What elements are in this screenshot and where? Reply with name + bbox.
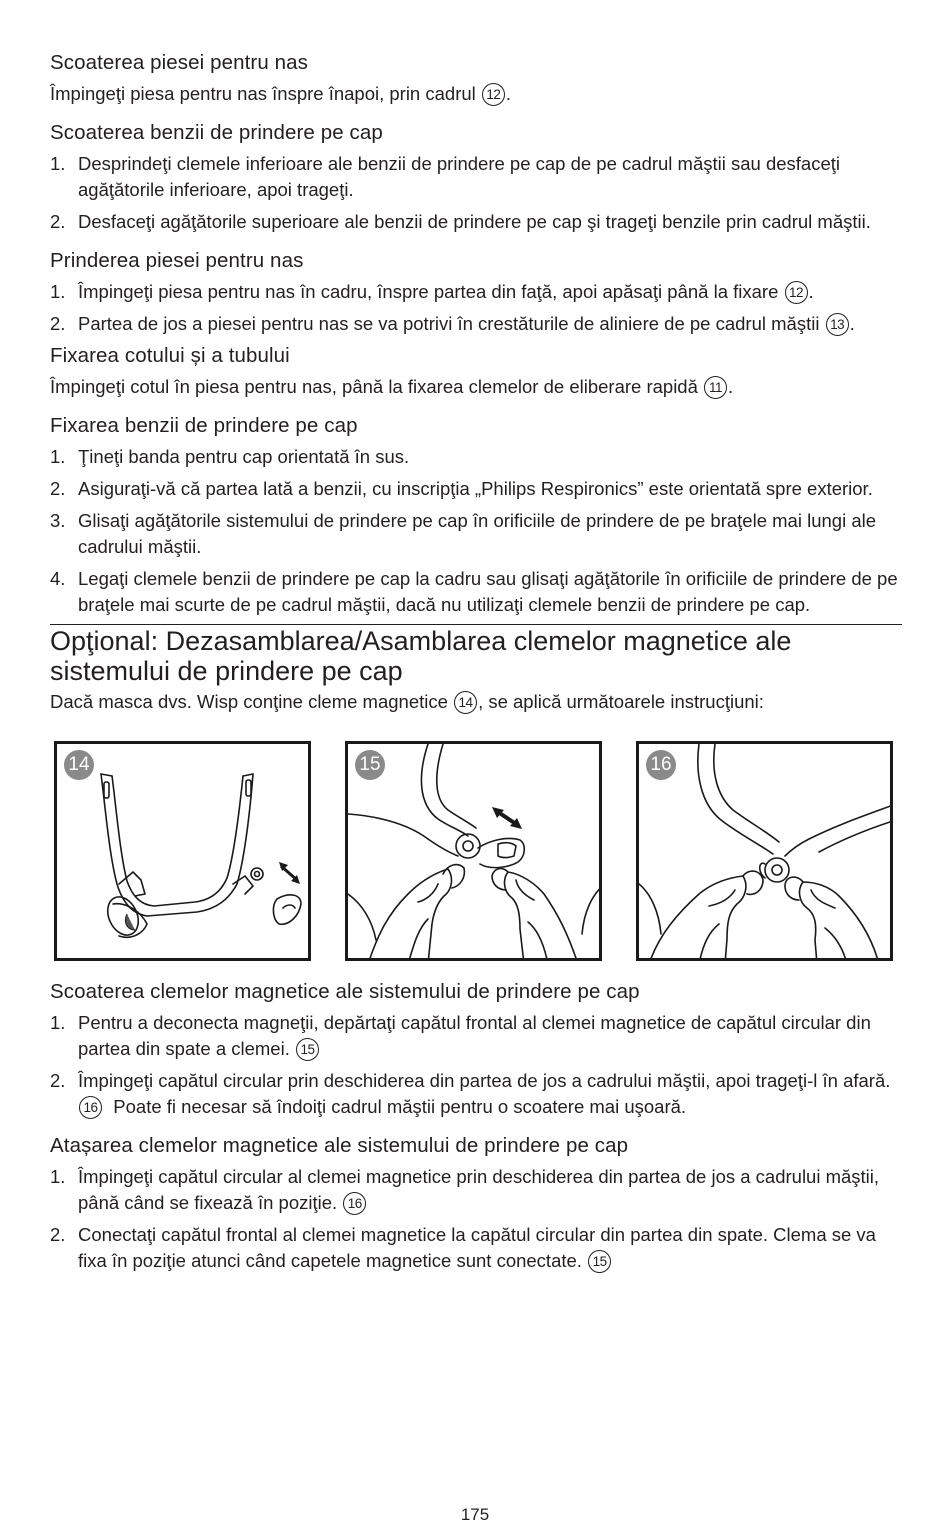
- step-number: 4.: [50, 568, 66, 589]
- steps-list: [50, 1164, 902, 1274]
- step-text: .: [849, 313, 855, 334]
- steps-list: [50, 444, 902, 618]
- manual-page: [50, 50, 902, 1287]
- list-item: [50, 1164, 902, 1216]
- list-item: [50, 1010, 902, 1062]
- paragraph-text: Împingeţi cotul în piesa pentru nas, până la fixarea clemelor de eliberare rapidă: [50, 376, 704, 397]
- paragraph-text: .: [505, 83, 512, 104]
- section-attach-magnetic-clips: [50, 1133, 902, 1274]
- disconnect-magnets-illustration: [348, 744, 602, 961]
- step-text: Desprindeţi clemele inferioare ale benzii de prindere pe cap de pe cadrul măştii sau desfaceţi agăţătorile inferioare, apoi trageţi.: [78, 153, 841, 200]
- step-text: .: [808, 281, 814, 302]
- paragraph-text: .: [728, 376, 734, 397]
- paragraph: [50, 374, 902, 400]
- section-title: Scoaterea clemelor magnetice ale sistemului de prindere pe cap: [50, 980, 640, 1003]
- mask-frame-illustration: [57, 744, 311, 961]
- step-number: 2.: [50, 478, 66, 499]
- step-text: Partea de jos a piesei pentru nas se va potrivi în crestăturile de aliniere de pe cadrul măştii: [78, 313, 825, 334]
- step-text: Desfaceţi agăţătorile superioare ale benzii de prindere pe cap şi trageţi benzile prin cadrul măştii.: [78, 211, 871, 232]
- section-heading: Opţional: Dezasamblarea/Asamblarea clemelor magnetice ale sistemului de prindere pe cap: [50, 626, 792, 686]
- section-attach-headgear: [50, 413, 902, 618]
- step-text: Glisaţi agăţătorile sistemului de prindere pe cap în orificiile de prindere de pe braţele mai lungi ale cadrului măştii.: [78, 510, 877, 557]
- step-number: 1.: [50, 1012, 66, 1033]
- figure-reference: 13: [826, 313, 849, 336]
- step-number: 1.: [50, 281, 66, 302]
- figure-reference: 15: [588, 1250, 611, 1273]
- section-title: Scoaterea benzii de prindere pe cap: [50, 121, 383, 144]
- list-item: [50, 1068, 902, 1120]
- list-item: [50, 508, 902, 560]
- list-item: [50, 311, 902, 337]
- remove-circular-end-illustration: [639, 744, 893, 961]
- figure-badge: 16: [646, 750, 676, 780]
- section-title: Atașarea clemelor magnetice ale sistemului de prindere pe cap: [50, 1134, 629, 1157]
- paragraph-text: , se aplică următoarele instrucţiuni:: [478, 691, 764, 712]
- step-number: 3.: [50, 510, 66, 531]
- step-text: Legaţi clemele benzii de prindere pe cap la cadru sau glisaţi agăţătorile în orificiile de prindere de pe braţele mai scurte de pe cadrul măştii, dacă nu utilizaţi clemele benzii de prindere pe cap.: [78, 568, 898, 615]
- paragraph: [50, 81, 902, 107]
- section-divider: [50, 624, 902, 625]
- page-number: 175: [460, 1505, 490, 1524]
- figure-reference: 14: [454, 691, 477, 714]
- step-number: 1.: [50, 153, 66, 174]
- paragraph-text: Dacă masca dvs. Wisp conţine cleme magnetice: [50, 691, 454, 712]
- figure-reference: 16: [79, 1096, 102, 1119]
- step-text: Ţineţi banda pentru cap orientată în sus.: [78, 446, 410, 467]
- step-text: Împingeţi piesa pentru nas în cadru, înspre partea din faţă, apoi apăsaţi până la fixare: [78, 281, 784, 302]
- figure-reference: 12: [482, 83, 505, 106]
- section-title: Fixarea cotului și a tubului: [50, 344, 290, 367]
- figure-reference: 11: [704, 376, 727, 399]
- paragraph-text: Împingeţi piesa pentru nas înspre înapoi, prin cadrul: [50, 83, 481, 104]
- figure-14-mask-frame: [54, 741, 311, 961]
- list-item: [50, 444, 902, 470]
- list-item: [50, 566, 902, 618]
- section-remove-headgear: [50, 120, 902, 235]
- step-text: Poate fi necesar să îndoiţi cadrul măştii pentru o scoatere mai uşoară.: [103, 1096, 687, 1117]
- steps-list: [50, 279, 902, 337]
- list-item: [50, 476, 902, 502]
- step-text: Împingeţi capătul circular prin deschiderea din partea de jos a cadrului măştii, apoi trageţi-l în afară.: [78, 1070, 891, 1091]
- section-remove-nasal-piece: [50, 50, 902, 107]
- steps-list: [50, 151, 902, 235]
- step-text: Pentru a deconecta magneţii, depărtaţi capătul frontal al clemei magnetice de capătul circular din partea din spate a clemei.: [78, 1012, 871, 1059]
- section-attach-nasal-piece: [50, 248, 902, 337]
- list-item: [50, 209, 902, 235]
- figure-badge: 14: [64, 750, 94, 780]
- steps-list: [50, 1010, 902, 1120]
- step-number: 1.: [50, 1166, 66, 1187]
- step-number: 2.: [50, 313, 66, 334]
- paragraph: [50, 689, 902, 715]
- figure-15-disconnect-magnets: [345, 741, 602, 961]
- figure-reference: 12: [785, 281, 808, 304]
- figure-reference: 16: [343, 1192, 366, 1215]
- section-remove-magnetic-clips: [50, 979, 902, 1120]
- figure-badge: 15: [355, 750, 385, 780]
- list-item: [50, 151, 902, 203]
- section-title: Prinderea piesei pentru nas: [50, 249, 304, 272]
- figure-reference: 15: [296, 1038, 319, 1061]
- step-number: 2.: [50, 1070, 66, 1091]
- step-text: Împingeţi capătul circular al clemei magnetice prin deschiderea din partea de jos a cadrului măştii, până când se fixează în poziţie.: [78, 1166, 880, 1213]
- figure-row: [54, 741, 902, 961]
- list-item: [50, 1222, 902, 1274]
- section-title: Fixarea benzii de prindere pe cap: [50, 414, 358, 437]
- list-item: [50, 279, 902, 305]
- step-number: 1.: [50, 446, 66, 467]
- section-title: Scoaterea piesei pentru nas: [50, 51, 308, 74]
- section-attach-elbow: [50, 343, 902, 400]
- step-number: 2.: [50, 1224, 66, 1245]
- step-text: Conectaţi capătul frontal al clemei magnetice la capătul circular din partea din spate. Clema se va fixa în poziţie atunci când capetele magnetice sunt conectate.: [78, 1224, 876, 1271]
- step-number: 2.: [50, 211, 66, 232]
- figure-16-remove-circular-end: [636, 741, 893, 961]
- step-text: Asiguraţi-vă că partea lată a benzii, cu inscripţia „Philips Respironics” este orientată spre exterior.: [78, 478, 873, 499]
- section-magnetic-clips: [50, 626, 902, 961]
